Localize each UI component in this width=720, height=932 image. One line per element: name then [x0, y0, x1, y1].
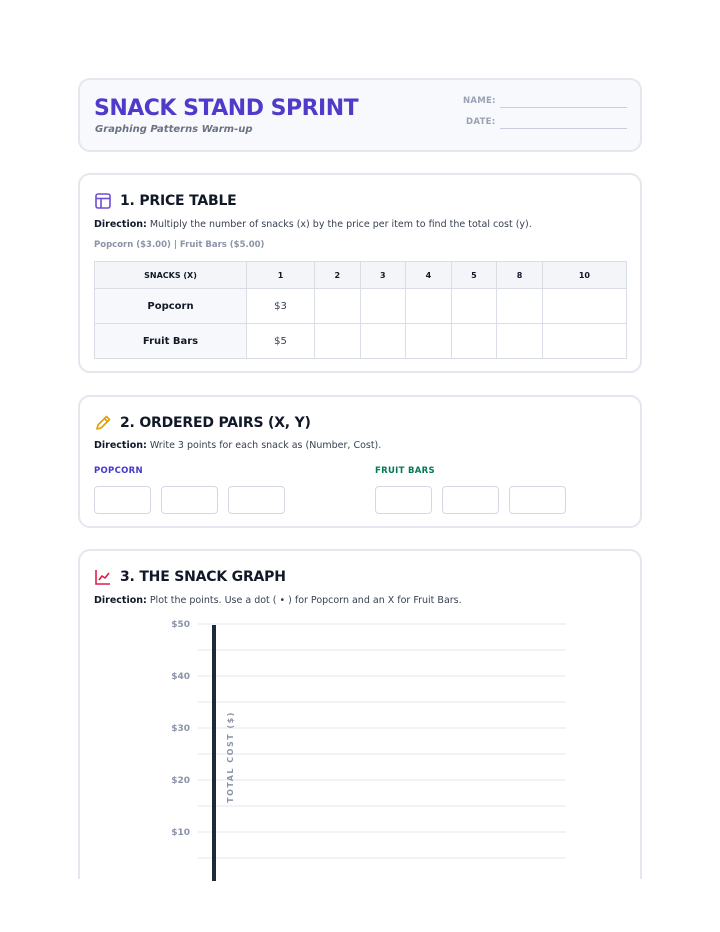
fruit-bars-pair-input[interactable] [375, 486, 432, 514]
column-header: 3 [360, 262, 406, 289]
y-tick-label: $10 [171, 828, 190, 838]
y-tick-label: $20 [171, 776, 190, 786]
direction-text: Direction: Plot the points. Use a dot ( • ) for Popcorn and an X for Fruit Bars. [94, 595, 462, 606]
column-header: 8 [497, 262, 543, 289]
section-heading [94, 191, 237, 211]
fruit-bars-pair-input[interactable] [442, 486, 499, 514]
table-cell-blank[interactable] [451, 324, 497, 359]
table-cell: $5 [247, 324, 315, 359]
table-icon [94, 192, 112, 210]
y-tick-label: $40 [171, 672, 190, 682]
popcorn-pair-input[interactable] [161, 486, 218, 514]
direction-text: Direction: Write 3 points for each snack as (Number, Cost). [94, 440, 382, 451]
section-title: 1. PRICE TABLE [120, 193, 237, 209]
fruit-bars-label: FRUIT BARS [375, 466, 435, 476]
table-cell-blank[interactable] [360, 289, 406, 324]
column-header: 5 [451, 262, 497, 289]
table-header-row [95, 262, 627, 289]
section-title: 2. ORDERED PAIRS (X, Y) [120, 415, 311, 431]
worksheet-title: SNACK STAND SPRINT [94, 96, 359, 121]
table-cell-blank[interactable] [497, 324, 543, 359]
price-table [94, 261, 627, 359]
header-card [78, 78, 642, 152]
table-cell-blank[interactable] [315, 324, 361, 359]
y-tick-label: $50 [171, 620, 190, 630]
column-header: 2 [315, 262, 361, 289]
worksheet-subtitle: Graphing Patterns Warm-up [95, 124, 253, 135]
snack-graph[interactable] [80, 551, 640, 881]
popcorn-pair-input[interactable] [94, 486, 151, 514]
date-field[interactable] [500, 128, 627, 129]
grid-lines [198, 624, 566, 858]
date-label: DATE: [466, 117, 496, 127]
table-row [95, 324, 627, 359]
row-label: Fruit Bars [95, 324, 247, 359]
table-cell-blank[interactable] [542, 289, 626, 324]
table-cell-blank[interactable] [542, 324, 626, 359]
table-row [95, 289, 627, 324]
section-title: 3. THE SNACK GRAPH [120, 569, 286, 585]
popcorn-label: POPCORN [94, 466, 143, 476]
snack-graph-section [78, 549, 642, 879]
column-header: 1 [247, 262, 315, 289]
table-cell-blank[interactable] [497, 289, 543, 324]
table-cell-blank[interactable] [406, 289, 452, 324]
column-header: 4 [406, 262, 452, 289]
direction-text: Direction: Multiply the number of snacks (x) by the price per item to find the total cost (y). [94, 219, 532, 230]
table-cell-blank[interactable] [360, 324, 406, 359]
table-cell-blank[interactable] [451, 289, 497, 324]
section-heading [94, 413, 311, 433]
y-tick-label: $30 [171, 724, 190, 734]
table-cell-blank[interactable] [406, 324, 452, 359]
column-header: 10 [542, 262, 626, 289]
name-field[interactable] [500, 107, 627, 108]
price-table-section [78, 173, 642, 373]
table-header-label: SNACKS (X) [95, 262, 247, 289]
y-axis-label: TOTAL COST ($) [226, 711, 235, 803]
name-label: NAME: [463, 96, 496, 106]
fruit-bars-pair-input[interactable] [509, 486, 566, 514]
table-cell-blank[interactable] [315, 289, 361, 324]
table-cell: $3 [247, 289, 315, 324]
ordered-pairs-section [78, 395, 642, 528]
pencil-icon [94, 414, 112, 432]
row-label: Popcorn [95, 289, 247, 324]
popcorn-pair-input[interactable] [228, 486, 285, 514]
price-note: Popcorn ($3.00) | Fruit Bars ($5.00) [94, 240, 265, 250]
